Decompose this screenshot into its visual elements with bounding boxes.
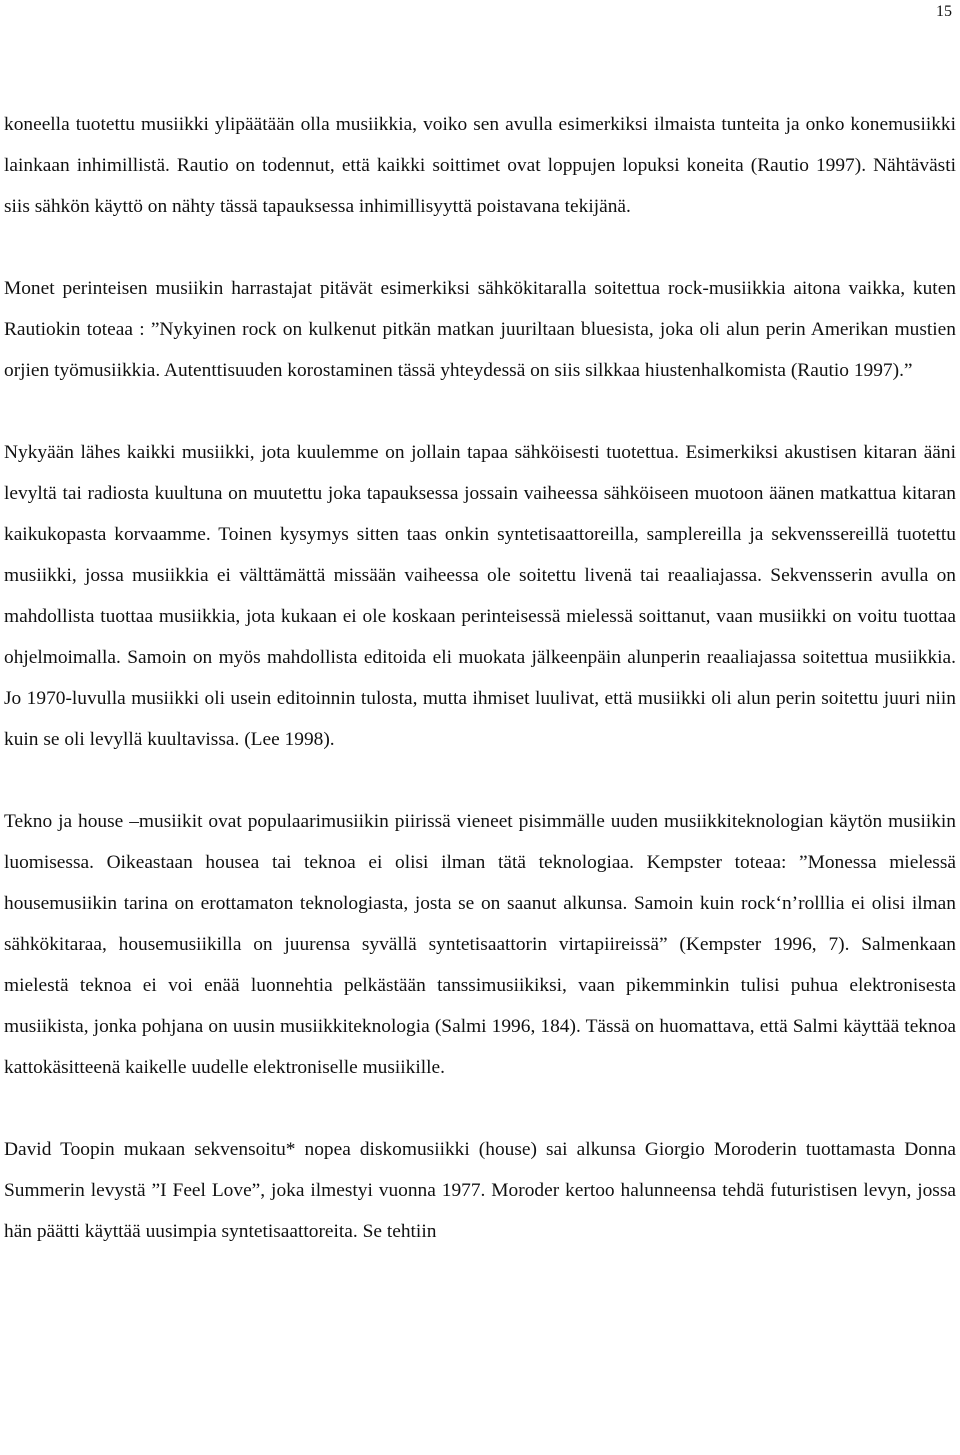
page-number: 15 — [936, 3, 952, 20]
paragraph-5: David Toopin mukaan sekvensoitu* nopea diskomusiikki (house) sai alkunsa Giorgio Moroderin tuottamasta Donna Summerin levystä ”I Feel Love”, joka ilmestyi vuonna 1977. Moroder kertoo halunneensa tehdä futuristisen levyn, jossa hän päätti käyttää uusimpia syntetisaattoreita. Se tehtiin — [4, 1139, 956, 1242]
body-text — [4, 104, 956, 1252]
paragraph-1: koneella tuotettu musiikki ylipäätään olla musiikkia, voiko sen avulla esimerkiksi ilmaista tunteita ja onko konemusiikki lainkaan inhimillistä. Rautio on todennut, että kaikki soittimet ovat loppujen lopuksi koneita (Rautio 1997). Nähtävästi siis sähkön käyttö on nähty tässä tapauksessa inhimillisyyttä poistavana tekijänä. — [4, 114, 956, 217]
paragraph-2: Monet perinteisen musiikin harrastajat pitävät esimerkiksi sähkökitaralla soitettua rock-musiikkia aitona vaikka, kuten Rautiokin toteaa : ”Nykyinen rock on kulkenut pitkän matkan juuriltaan bluesista, joka oli alun perin Amerikan mustien orjien työmusiikkia. Autenttisuuden korostaminen tässä yhteydessä on siis silkkaa hiustenhalkomista (Rautio 1997).” — [4, 278, 956, 381]
paragraph-3: Nykyään lähes kaikki musiikki, jota kuulemme on jollain tapaa sähköisesti tuotettua. Esimerkiksi akustisen kitaran ääni levyltä tai radiosta kuultuna on muutettu joka tapauksessa jossain vaiheessa sähköiseen muotoon äänen matkattua kitaran kaikukopasta korvaamme. Toinen kysymys sitten taas onkin syntetisaattoreilla, samplereilla ja sekvenssereillä tuotettu musiikki, jossa musiikkia ei välttämättä missään vaiheessa ole soitettu livenä tai reaaliajassa. Sekvensserin avulla on mahdollista tuottaa musiikkia, jota kukaan ei ole koskaan perinteisessä mielessä soittanut, vaan musiikki on voitu tuottaa ohjelmoimalla. Samoin on myös mahdollista editoida eli muokata jälkeenpäin alunperin reaaliajassa soitettua musiikkia. Jo 1970-luvulla musiikki oli usein editoinnin tulosta, mutta ihmiset luulivat, että musiikki oli alun perin soitettu juuri niin kuin se oli levyllä kuultavissa. (Lee 1998). — [4, 442, 956, 750]
paragraph-4: Tekno ja house –musiikit ovat populaarimusiikin piirissä vieneet pisimmälle uuden musiikkiteknologian käytön musiikin luomisessa. Oikeastaan housea tai teknoa ei olisi ilman tätä teknologiaa. Kempster toteaa: ”Monessa mielessä housemusiikin tarina on erottamaton teknologiasta, josta se on saanut alkunsa. Samoin kuin rock‘n’rolllia ei olisi ilman sähkökitaraa, housemusiikilla on juurensa syvällä syntetisaattorin virtapiireissä” (Kempster 1996, 7). Salmenkaan mielestä teknoa ei voi enää luonnehtia pelkästään tanssimusiikiksi, vaan pikemminkin tulisi puhua elektronisesta musiikista, jonka pohjana on uusin musiikkiteknologia (Salmi 1996, 184). Tässä on huomattava, että Salmi käyttää teknoa kattokäsitteenä kaikelle uudelle elektroniselle musiikille. — [4, 811, 956, 1078]
